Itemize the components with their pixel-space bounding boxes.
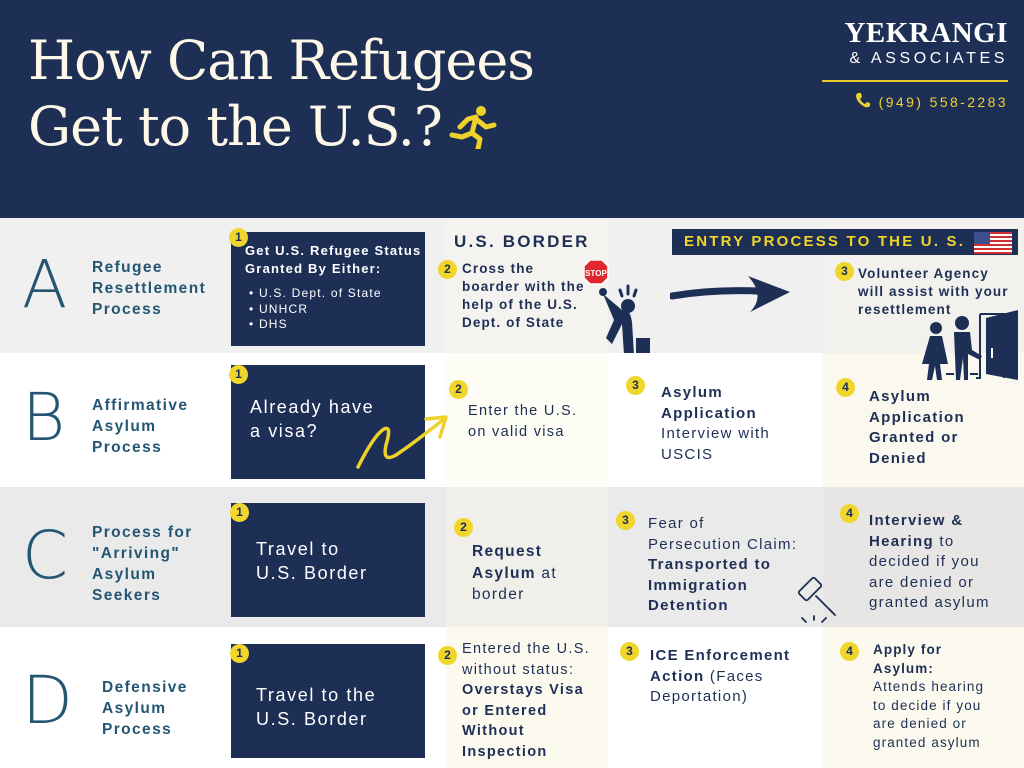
brand-block <box>822 18 1008 112</box>
text-line: U.S. Border <box>256 563 368 583</box>
page-title <box>28 28 534 164</box>
text-line: Request <box>472 543 543 560</box>
text-line: U.S. Border <box>256 709 368 729</box>
text-line: help of the U.S. <box>462 297 578 312</box>
step-3-text <box>650 646 790 708</box>
text-line: Attends hearing <box>873 679 985 694</box>
text-line: Travel to <box>256 539 340 559</box>
row-arriving-asylum-seekers <box>0 487 1024 627</box>
step-badge: 2 <box>449 380 468 399</box>
process-label-line: Process <box>92 301 163 318</box>
process-label-line: Process for <box>92 524 193 541</box>
brand-subtitle: & ASSOCIATES <box>849 50 1008 67</box>
step-1-box <box>231 503 425 617</box>
text-line: Asylum <box>869 388 931 405</box>
brand-divider <box>822 80 1008 82</box>
text-line: Transported to <box>648 556 772 573</box>
step-2-text <box>468 401 577 442</box>
process-label-line: Affirmative <box>92 397 189 414</box>
text-line: Dept. of State <box>462 315 565 330</box>
text-line: border <box>472 586 525 603</box>
step-1-title <box>245 242 421 278</box>
process-label-line: Asylum <box>102 700 167 717</box>
phone-number: (949) 558-2283 <box>878 94 1008 110</box>
step-2-text <box>472 541 557 606</box>
row-affirmative-asylum <box>0 353 1024 487</box>
step-1-text <box>256 537 368 585</box>
text-line: Application <box>661 404 757 422</box>
step-4-text <box>869 387 965 469</box>
step-badge: 1 <box>229 365 248 384</box>
text-line: Enter the U.S. <box>468 403 578 419</box>
text-line: are denied or <box>869 573 975 591</box>
title-line-1: How Can Refugees <box>28 29 535 92</box>
text-line: Action (Faces <box>650 667 764 685</box>
row-refugee-resettlement <box>0 218 1024 353</box>
text-line: Apply for <box>873 642 943 657</box>
text-line: Volunteer Agency <box>858 266 989 281</box>
step-2-text <box>462 260 585 332</box>
text-line: granted asylum <box>873 734 981 750</box>
bullet-item: • U.S. Dept. of State <box>249 286 382 300</box>
step-2-text <box>462 639 590 762</box>
row-letter: A <box>22 246 68 323</box>
brand-name: YEKRANGI <box>844 17 1008 49</box>
step-badge: 3 <box>626 376 645 395</box>
step-badge: 4 <box>840 504 859 523</box>
text-line: decided if you <box>869 553 980 570</box>
step-1-bullets <box>249 286 382 333</box>
text-line: Overstays Visa <box>462 682 584 698</box>
step-badge: 1 <box>229 228 248 247</box>
process-label <box>92 257 206 320</box>
step-4-text <box>869 511 990 614</box>
us-flag-icon <box>974 232 1012 258</box>
process-label-line: "Arriving" <box>92 545 181 562</box>
text-line: Persecution Claim: <box>648 535 798 553</box>
text-line: Without <box>462 723 525 739</box>
stop-sign-protester-icon <box>584 260 656 359</box>
running-person-icon <box>448 98 500 164</box>
text-line: will assist with your <box>858 284 1009 299</box>
text-line: or Entered <box>462 702 548 719</box>
text-line: resettlement <box>858 302 952 317</box>
svg-text:STOP: STOP <box>585 269 607 278</box>
entry-process-banner <box>672 229 1018 255</box>
title-line-2: Get to the U.S.? <box>28 94 534 164</box>
process-label-line: Asylum <box>92 418 157 435</box>
row-defensive-asylum <box>0 627 1024 768</box>
step-4-text <box>873 641 984 752</box>
step-badge: 4 <box>840 642 859 661</box>
step-badge: 3 <box>616 511 635 530</box>
step-1-box <box>231 644 425 758</box>
process-label-line: Process <box>102 721 173 738</box>
text-line: Deportation) <box>650 688 749 705</box>
process-label-line: Resettlement <box>92 280 207 297</box>
text-line: without status: <box>462 661 575 678</box>
step-badge: 4 <box>836 378 855 397</box>
step-badge: 3 <box>835 262 854 281</box>
process-label-line: Refugee <box>92 259 163 276</box>
text-line: Granted or <box>869 429 959 446</box>
step-title-line: Get U.S. Refugee Status <box>245 243 422 258</box>
process-label <box>102 677 188 740</box>
bullet-item: • DHS <box>249 317 288 331</box>
text-line: Interview & <box>869 512 964 529</box>
text-line: Cross the <box>462 261 535 276</box>
step-3-text <box>648 514 797 617</box>
process-label-line: Defensive <box>102 679 188 696</box>
text-line: Detention <box>648 597 729 614</box>
people-at-door-icon <box>918 308 1022 386</box>
text-line: USCIS <box>661 445 714 463</box>
text-line: on valid visa <box>468 423 565 440</box>
row-letter: B <box>22 379 66 456</box>
step-badge: 2 <box>454 518 473 537</box>
header <box>0 0 1024 218</box>
step-1-text <box>256 683 376 731</box>
text-line: Asylum <box>661 384 723 401</box>
step-title-line: Granted By Either: <box>245 261 382 276</box>
text-line: Denied <box>869 449 927 467</box>
text-line: Application <box>869 408 965 426</box>
phone-icon <box>855 92 871 112</box>
phone-link[interactable] <box>822 92 1008 112</box>
arrow-right-icon <box>670 274 794 318</box>
step-badge: 2 <box>438 260 457 279</box>
process-label-line: Seekers <box>92 587 162 604</box>
text-line: Inspection <box>462 743 548 760</box>
entry-process-title: ENTRY PROCESS TO THE U. S. <box>684 233 966 250</box>
text-line: granted asylum <box>869 594 990 611</box>
text-line: Immigration <box>648 576 749 594</box>
text-line: Interview with <box>661 425 771 442</box>
text-line: ICE Enforcement <box>650 647 791 664</box>
squiggle-arrow-icon <box>352 411 452 475</box>
text-line: to decide if you <box>873 697 982 713</box>
step-badge: 1 <box>230 503 249 522</box>
row-letter: D <box>22 662 73 739</box>
step-badge: 3 <box>620 642 639 661</box>
text-line: Already have <box>250 397 375 417</box>
process-label-line: Process <box>92 439 163 456</box>
step-badge: 2 <box>438 646 457 665</box>
text-line: Hearing to <box>869 532 955 550</box>
text-line: Asylum at <box>472 564 557 582</box>
text-line: Asylum: <box>873 660 934 676</box>
text-line: Travel to the <box>256 685 377 705</box>
bullet-item: • UNHCR <box>249 301 309 316</box>
text-line: are denied or <box>873 716 967 731</box>
process-label-line: Asylum <box>92 566 157 583</box>
step-badge: 1 <box>230 644 249 663</box>
us-border-heading: U.S. BORDER <box>454 232 590 251</box>
row-letter: C <box>22 517 69 594</box>
text-line: Fear of <box>648 515 705 532</box>
process-label <box>92 522 193 606</box>
step-3-text <box>661 383 770 465</box>
text-line: a visa? <box>250 421 319 441</box>
process-label <box>92 395 188 458</box>
text-line: Entered the U.S. <box>462 641 590 657</box>
step-1-box <box>231 232 425 346</box>
text-line: boarder with the <box>462 279 585 294</box>
